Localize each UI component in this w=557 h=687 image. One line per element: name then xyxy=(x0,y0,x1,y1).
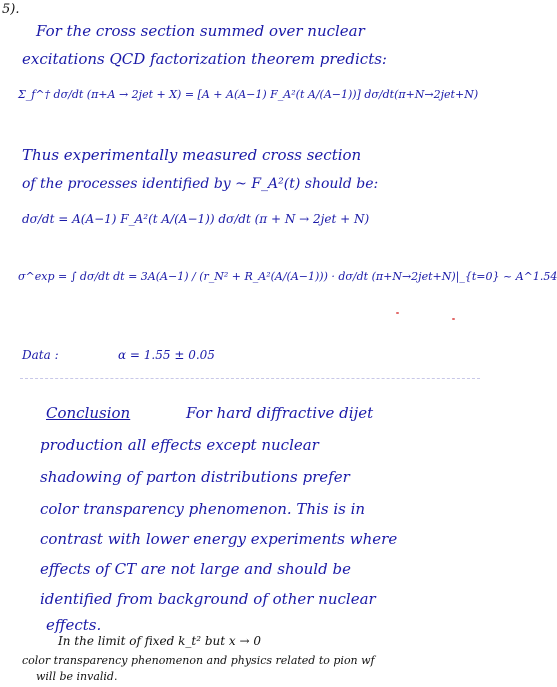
conclusion-line-2: production all effects except nuclear xyxy=(40,436,319,454)
intro-line-2: excitations QCD factorization theorem predicts: xyxy=(22,50,387,68)
conclusion-line-8: effects. xyxy=(46,616,102,634)
equation-sigma-exp: σ^exp = ∫ dσ/dt dt = 3A(A−1) / (r_N² + R_A²(A/(A−1))) · dσ/dt (π+N→2jet+N)|_{t=0} ~ A^1.54 xyxy=(18,270,557,283)
conclusion-line-5: contrast with lower energy experiments where xyxy=(40,530,398,548)
note-line-2: color transparency phenomenon and physics related to pion wf xyxy=(22,654,375,667)
thus-line-1: Thus experimentally measured cross section xyxy=(22,146,362,164)
stray-mark xyxy=(452,318,455,320)
equation-sum-over-excitations: Σ_f^† dσ/dt (π+A → 2jet + X) = [A + A(A−1) F_A²(t A/(A−1))] dσ/dt(π+N→2jet+N) xyxy=(18,88,479,101)
section-divider xyxy=(20,378,480,379)
conclusion-line-3: shadowing of parton distributions prefer xyxy=(40,468,350,486)
conclusion-line-7: identified from background of other nuclear xyxy=(40,590,376,608)
note-line-1: In the limit of fixed k_t² but x → 0 xyxy=(58,634,261,648)
data-label: Data : xyxy=(22,348,59,362)
note-line-3: will be invalid. xyxy=(36,670,118,683)
problem-number: 5). xyxy=(2,2,20,17)
stray-mark xyxy=(396,312,399,314)
conclusion-line-4: color transparency phenomenon. This is in xyxy=(40,500,366,518)
conclusion-line-6: effects of CT are not large and should be xyxy=(40,560,351,578)
conclusion-heading: Conclusion xyxy=(46,404,131,422)
conclusion-line-1: For hard diffractive dijet xyxy=(186,404,374,422)
intro-line-1: For the cross section summed over nuclear xyxy=(36,22,365,40)
equation-measured-cross-section: dσ/dt = A(A−1) F_A²(t A/(A−1)) dσ/dt (π + N → 2jet + N) xyxy=(22,212,370,226)
thus-line-2: of the processes identified by ~ F_A²(t) should be: xyxy=(22,176,379,192)
data-value: α = 1.55 ± 0.05 xyxy=(118,348,215,362)
